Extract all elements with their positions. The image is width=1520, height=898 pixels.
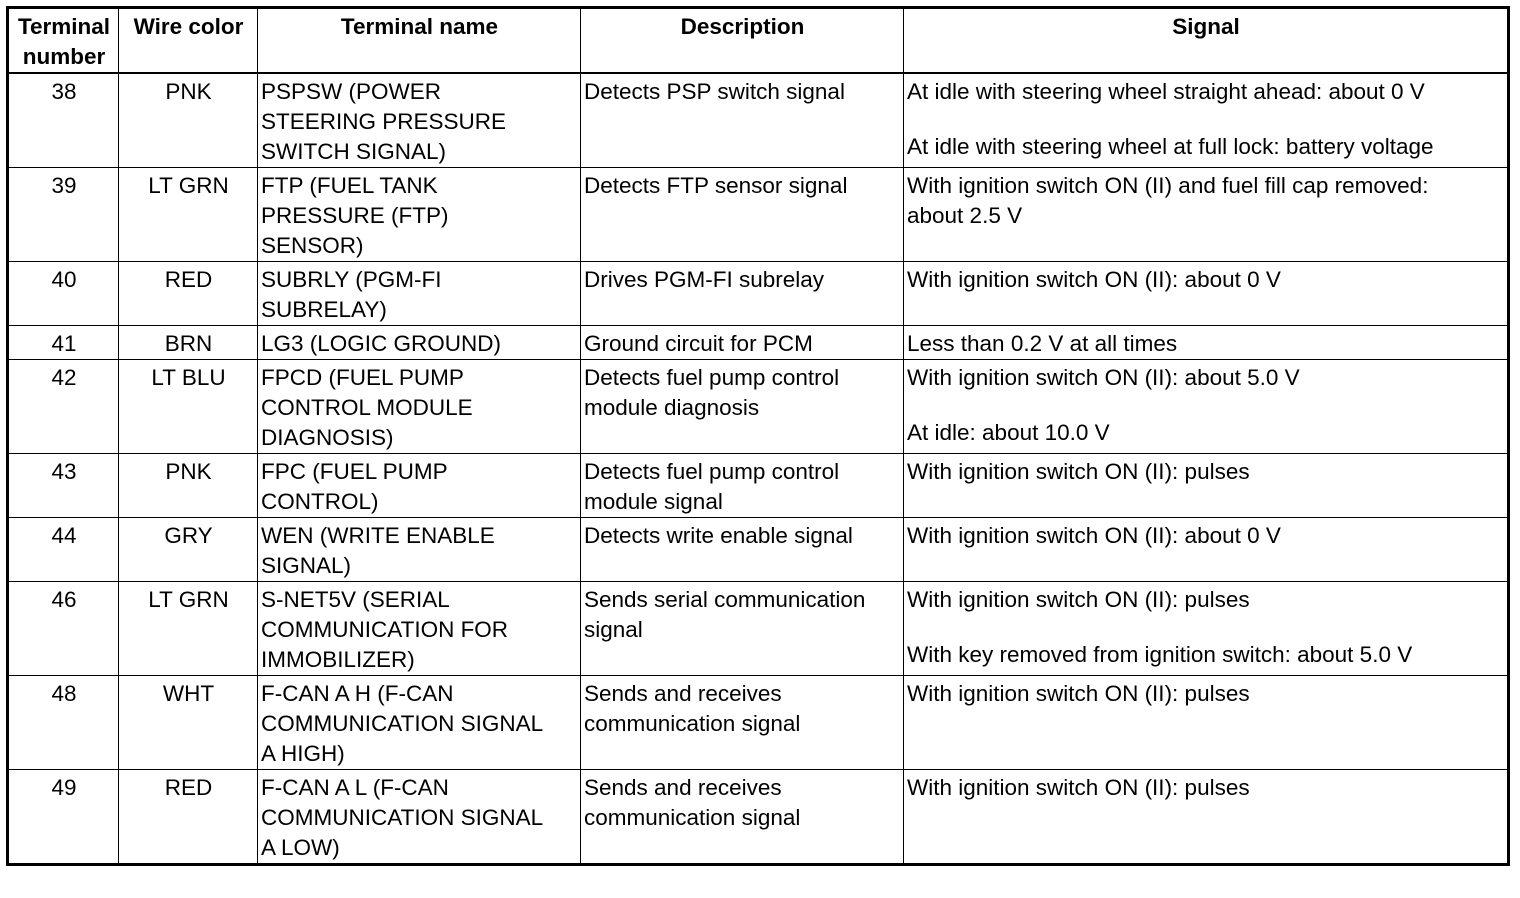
terminal-name-line: SIGNAL) (261, 553, 352, 578)
terminal-name-line: DIAGNOSIS) (261, 425, 394, 450)
signal-line: With ignition switch ON (II): about 0 V (907, 267, 1281, 292)
description-line: communication signal (584, 805, 801, 830)
wire-color-cell: RED (119, 770, 258, 865)
terminal-number-cell: 48 (8, 676, 119, 770)
terminal-name-line: SUBRELAY) (261, 297, 387, 322)
description-line: Detects FTP sensor signal (584, 173, 848, 198)
terminal-name-line: S-NET5V (SERIAL (261, 587, 450, 612)
signal-cell (904, 168, 1509, 262)
terminal-name-cell (258, 73, 581, 168)
signal-line: At idle with steering wheel at full lock: battery voltage (907, 134, 1434, 159)
terminal-name-cell (258, 582, 581, 676)
terminal-number-cell: 40 (8, 262, 119, 326)
header-terminal-name: Terminal name (258, 8, 581, 74)
description-line: Ground circuit for PCM (584, 331, 813, 356)
description-line: Detects write enable signal (584, 523, 853, 548)
header-terminal-number-line1: Terminal (17, 14, 111, 39)
signal-cell (904, 454, 1509, 518)
header-terminal-number (8, 8, 119, 74)
terminal-number-cell: 38 (8, 73, 119, 168)
description-line: Sends and receives (584, 681, 782, 706)
table-row (8, 360, 1509, 454)
terminal-name-cell (258, 518, 581, 582)
signal-line: With ignition switch ON (II): pulses (907, 587, 1250, 612)
terminal-name-cell (258, 360, 581, 454)
description-line: Sends serial communication (584, 587, 866, 612)
terminal-name-line: SWITCH SIGNAL) (261, 139, 447, 164)
signal-line: With ignition switch ON (II): about 0 V (907, 523, 1281, 548)
signal-line: With ignition switch ON (II): about 5.0 V (907, 365, 1300, 390)
terminal-name-line: SENSOR) (261, 233, 364, 258)
wire-color-cell: LT GRN (119, 168, 258, 262)
terminal-name-line: WEN (WRITE ENABLE (261, 523, 495, 548)
description-line: Sends and receives (584, 775, 782, 800)
terminal-name-line: A HIGH) (261, 741, 345, 766)
header-terminal-number-line2: number (22, 44, 106, 69)
terminal-name-cell (258, 676, 581, 770)
description-cell (581, 454, 904, 518)
description-cell (581, 676, 904, 770)
description-line: module diagnosis (584, 395, 760, 420)
terminal-name-line: F-CAN A H (F-CAN (261, 681, 454, 706)
description-cell (581, 582, 904, 676)
terminal-number-cell: 46 (8, 582, 119, 676)
table-row (8, 326, 1509, 360)
terminal-name-line: PRESSURE (FTP) (261, 203, 449, 228)
signal-line: Less than 0.2 V at all times (907, 331, 1178, 356)
header-wire-color: Wire color (119, 8, 258, 74)
description-line: Detects fuel pump control (584, 365, 840, 390)
signal-paragraph-gap (907, 107, 1505, 132)
description-line: signal (584, 617, 643, 642)
terminal-name-line: STEERING PRESSURE (261, 109, 507, 134)
signal-line: At idle with steering wheel straight ahead: about 0 V (907, 79, 1425, 104)
signal-paragraph-gap (907, 615, 1505, 640)
terminal-number-cell: 41 (8, 326, 119, 360)
terminal-name-line: LG3 (LOGIC GROUND) (261, 331, 502, 356)
description-line: communication signal (584, 711, 801, 736)
table-row (8, 518, 1509, 582)
terminal-name-cell (258, 262, 581, 326)
description-line: Detects PSP switch signal (584, 79, 845, 104)
signal-line: With ignition switch ON (II): pulses (907, 681, 1250, 706)
description-cell (581, 360, 904, 454)
description-cell (581, 73, 904, 168)
wire-color-cell: PNK (119, 454, 258, 518)
header-row (8, 8, 1509, 74)
terminal-name-line: FTP (FUEL TANK (261, 173, 438, 198)
terminal-number-cell: 44 (8, 518, 119, 582)
wire-color-cell: GRY (119, 518, 258, 582)
description-cell (581, 326, 904, 360)
signal-line: about 2.5 V (907, 203, 1023, 228)
signal-line: With ignition switch ON (II): pulses (907, 459, 1250, 484)
table-row (8, 582, 1509, 676)
terminal-name-line: PSPSW (POWER (261, 79, 442, 104)
table-row (8, 454, 1509, 518)
signal-cell (904, 326, 1509, 360)
terminal-name-line: COMMUNICATION SIGNAL (261, 805, 544, 830)
wire-color-cell: PNK (119, 73, 258, 168)
table-body (8, 73, 1509, 865)
terminal-number-cell: 49 (8, 770, 119, 865)
signal-cell (904, 360, 1509, 454)
wire-color-cell: WHT (119, 676, 258, 770)
signal-cell (904, 676, 1509, 770)
terminal-name-line: COMMUNICATION FOR (261, 617, 509, 642)
description-line: module signal (584, 489, 723, 514)
table-row (8, 73, 1509, 168)
signal-line: At idle: about 10.0 V (907, 420, 1110, 445)
terminal-number-cell: 43 (8, 454, 119, 518)
description-line: Detects fuel pump control (584, 459, 840, 484)
table-row (8, 770, 1509, 865)
terminal-name-line: CONTROL MODULE (261, 395, 473, 420)
signal-cell (904, 262, 1509, 326)
description-line: Drives PGM-FI subrelay (584, 267, 825, 292)
wire-color-cell: LT BLU (119, 360, 258, 454)
header-description: Description (581, 8, 904, 74)
terminal-name-line: A LOW) (261, 835, 340, 860)
signal-line: With ignition switch ON (II): pulses (907, 775, 1250, 800)
terminal-name-cell (258, 168, 581, 262)
terminal-name-line: F-CAN A L (F-CAN (261, 775, 449, 800)
signal-cell (904, 518, 1509, 582)
terminal-name-line: FPC (FUEL PUMP (261, 459, 448, 484)
terminal-name-line: COMMUNICATION SIGNAL (261, 711, 544, 736)
terminal-name-cell (258, 326, 581, 360)
signal-cell (904, 582, 1509, 676)
description-cell (581, 770, 904, 865)
terminal-name-line: SUBRLY (PGM-FI (261, 267, 442, 292)
signal-line: With key removed from ignition switch: about 5.0 V (907, 642, 1413, 667)
signal-line: With ignition switch ON (II) and fuel fill cap removed: (907, 173, 1429, 198)
table-row (8, 676, 1509, 770)
wire-color-cell: BRN (119, 326, 258, 360)
terminal-name-line: FPCD (FUEL PUMP (261, 365, 464, 390)
signal-cell (904, 73, 1509, 168)
terminal-name-line: IMMOBILIZER) (261, 647, 415, 672)
terminal-number-cell: 39 (8, 168, 119, 262)
signal-paragraph-gap (907, 393, 1505, 418)
terminal-name-cell (258, 454, 581, 518)
description-cell (581, 518, 904, 582)
header-signal: Signal (904, 8, 1509, 74)
table-header (8, 8, 1509, 74)
table-row (8, 262, 1509, 326)
terminal-name-line: CONTROL) (261, 489, 379, 514)
signal-cell (904, 770, 1509, 865)
table-row (8, 168, 1509, 262)
terminal-name-cell (258, 770, 581, 865)
wire-color-cell: LT GRN (119, 582, 258, 676)
wire-color-cell: RED (119, 262, 258, 326)
description-cell (581, 262, 904, 326)
terminal-table (6, 6, 1510, 866)
terminal-number-cell: 42 (8, 360, 119, 454)
description-cell (581, 168, 904, 262)
